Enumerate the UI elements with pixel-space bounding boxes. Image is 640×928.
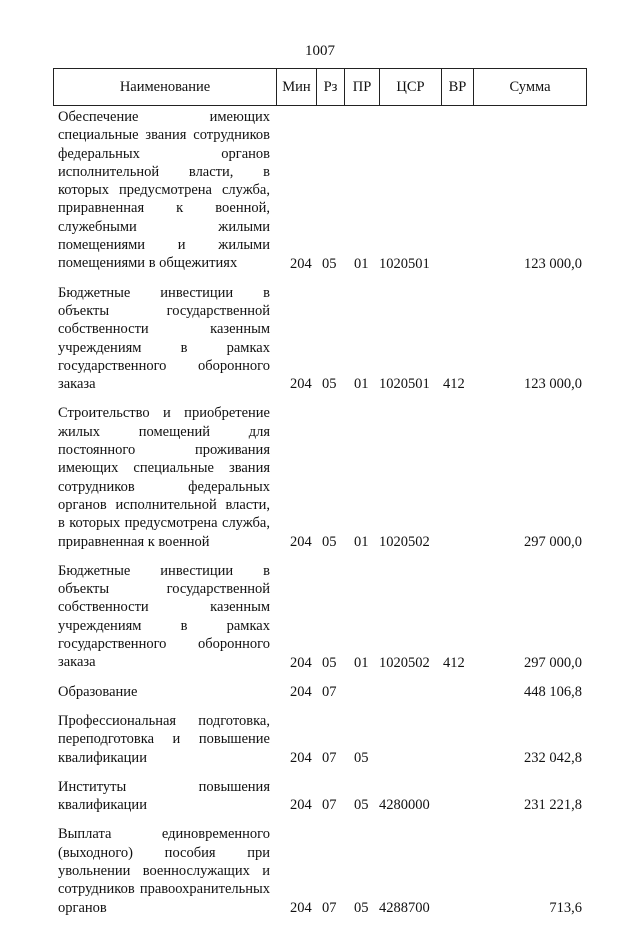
row-csr: 1020502 — [379, 654, 430, 671]
row-csr: 4280000 — [379, 797, 430, 814]
row-vr: 412 — [443, 654, 465, 671]
row-rz: 05 — [322, 255, 337, 272]
row-rz: 07 — [322, 749, 337, 766]
row-pr: 01 — [354, 255, 369, 272]
table-row — [58, 825, 588, 916]
header-sum: Сумма — [509, 79, 551, 95]
row-rz: 05 — [322, 376, 337, 393]
row-name: Бюджетные инвестиции в объекты государственной собственности казенным учреждениям в рамках государственного оборонного заказа — [58, 562, 270, 671]
table-row — [58, 108, 588, 273]
row-csr: 1020502 — [379, 533, 430, 550]
row-rz: 05 — [322, 533, 337, 550]
table-row — [58, 284, 588, 394]
row-name: Институты повышения квалификации — [58, 778, 270, 814]
row-sum: 232 042,8 — [524, 749, 582, 766]
row-pr: 01 — [354, 376, 369, 393]
row-sum: 448 106,8 — [524, 683, 582, 700]
header-min: Мин — [277, 69, 317, 105]
row-min: 204 — [290, 797, 312, 814]
row-name: Профессиональная подготовка, переподготовка и повышение квалификации — [58, 712, 270, 766]
row-min: 204 — [290, 376, 312, 393]
row-name: Бюджетные инвестиции в объекты государственной собственности казенным учреждениям в рамках государственного оборонного заказа — [58, 284, 270, 393]
table-row — [58, 778, 588, 815]
row-csr: 1020501 — [379, 376, 430, 393]
row-rz: 05 — [322, 654, 337, 671]
row-pr: 05 — [354, 749, 369, 766]
header-csr: ЦСР — [380, 69, 442, 105]
row-sum: 713,6 — [549, 899, 582, 916]
row-sum: 231 221,8 — [524, 797, 582, 814]
row-min: 204 — [290, 683, 312, 700]
row-sum: 297 000,0 — [524, 533, 582, 550]
table-row — [58, 712, 588, 767]
row-min: 204 — [290, 749, 312, 766]
header-rz: Рз — [317, 69, 345, 105]
table-row — [58, 404, 588, 550]
row-name: Строительство и приобретение жилых помещений для постоянного проживания имеющих специальные звания сотрудников федеральных органов исполнительной власти, в которых предусмотрена служба, приравненная к военной — [58, 405, 270, 550]
row-csr: 4288700 — [379, 899, 430, 916]
row-rz: 07 — [322, 683, 337, 700]
row-name: Обеспечение имеющих специальные звания сотрудников федеральных органов исполнительной власти, в которых предусмотрена служба, приравненная к военной, служебными жилыми помещениями и жилыми помещениями в общежитиях — [58, 109, 270, 272]
row-pr: 01 — [354, 654, 369, 671]
row-name: Образование — [58, 683, 138, 700]
row-rz: 07 — [322, 899, 337, 916]
row-min: 204 — [290, 255, 312, 272]
row-sum: 297 000,0 — [524, 654, 582, 671]
row-pr: 01 — [354, 533, 369, 550]
row-csr: 1020501 — [379, 255, 430, 272]
header-name: Наименование — [54, 69, 277, 105]
row-pr: 05 — [354, 899, 369, 916]
table-body — [58, 108, 588, 928]
table-header — [53, 68, 587, 106]
row-min: 204 — [290, 899, 312, 916]
row-rz: 07 — [322, 797, 337, 814]
row-min: 204 — [290, 533, 312, 550]
page-number: 1007 — [305, 43, 335, 59]
row-vr: 412 — [443, 376, 465, 393]
row-min: 204 — [290, 654, 312, 671]
header-vr: ВР — [442, 69, 474, 105]
row-name: Выплата единовременного (выходного) пособия при увольнении военнослужащих и сотрудников правоохранительных органов — [58, 826, 270, 916]
table-row — [58, 562, 588, 672]
header-pr: ПР — [345, 69, 380, 105]
row-pr: 05 — [354, 797, 369, 814]
table-row — [58, 683, 588, 701]
row-sum: 123 000,0 — [524, 255, 582, 272]
row-sum: 123 000,0 — [524, 376, 582, 393]
